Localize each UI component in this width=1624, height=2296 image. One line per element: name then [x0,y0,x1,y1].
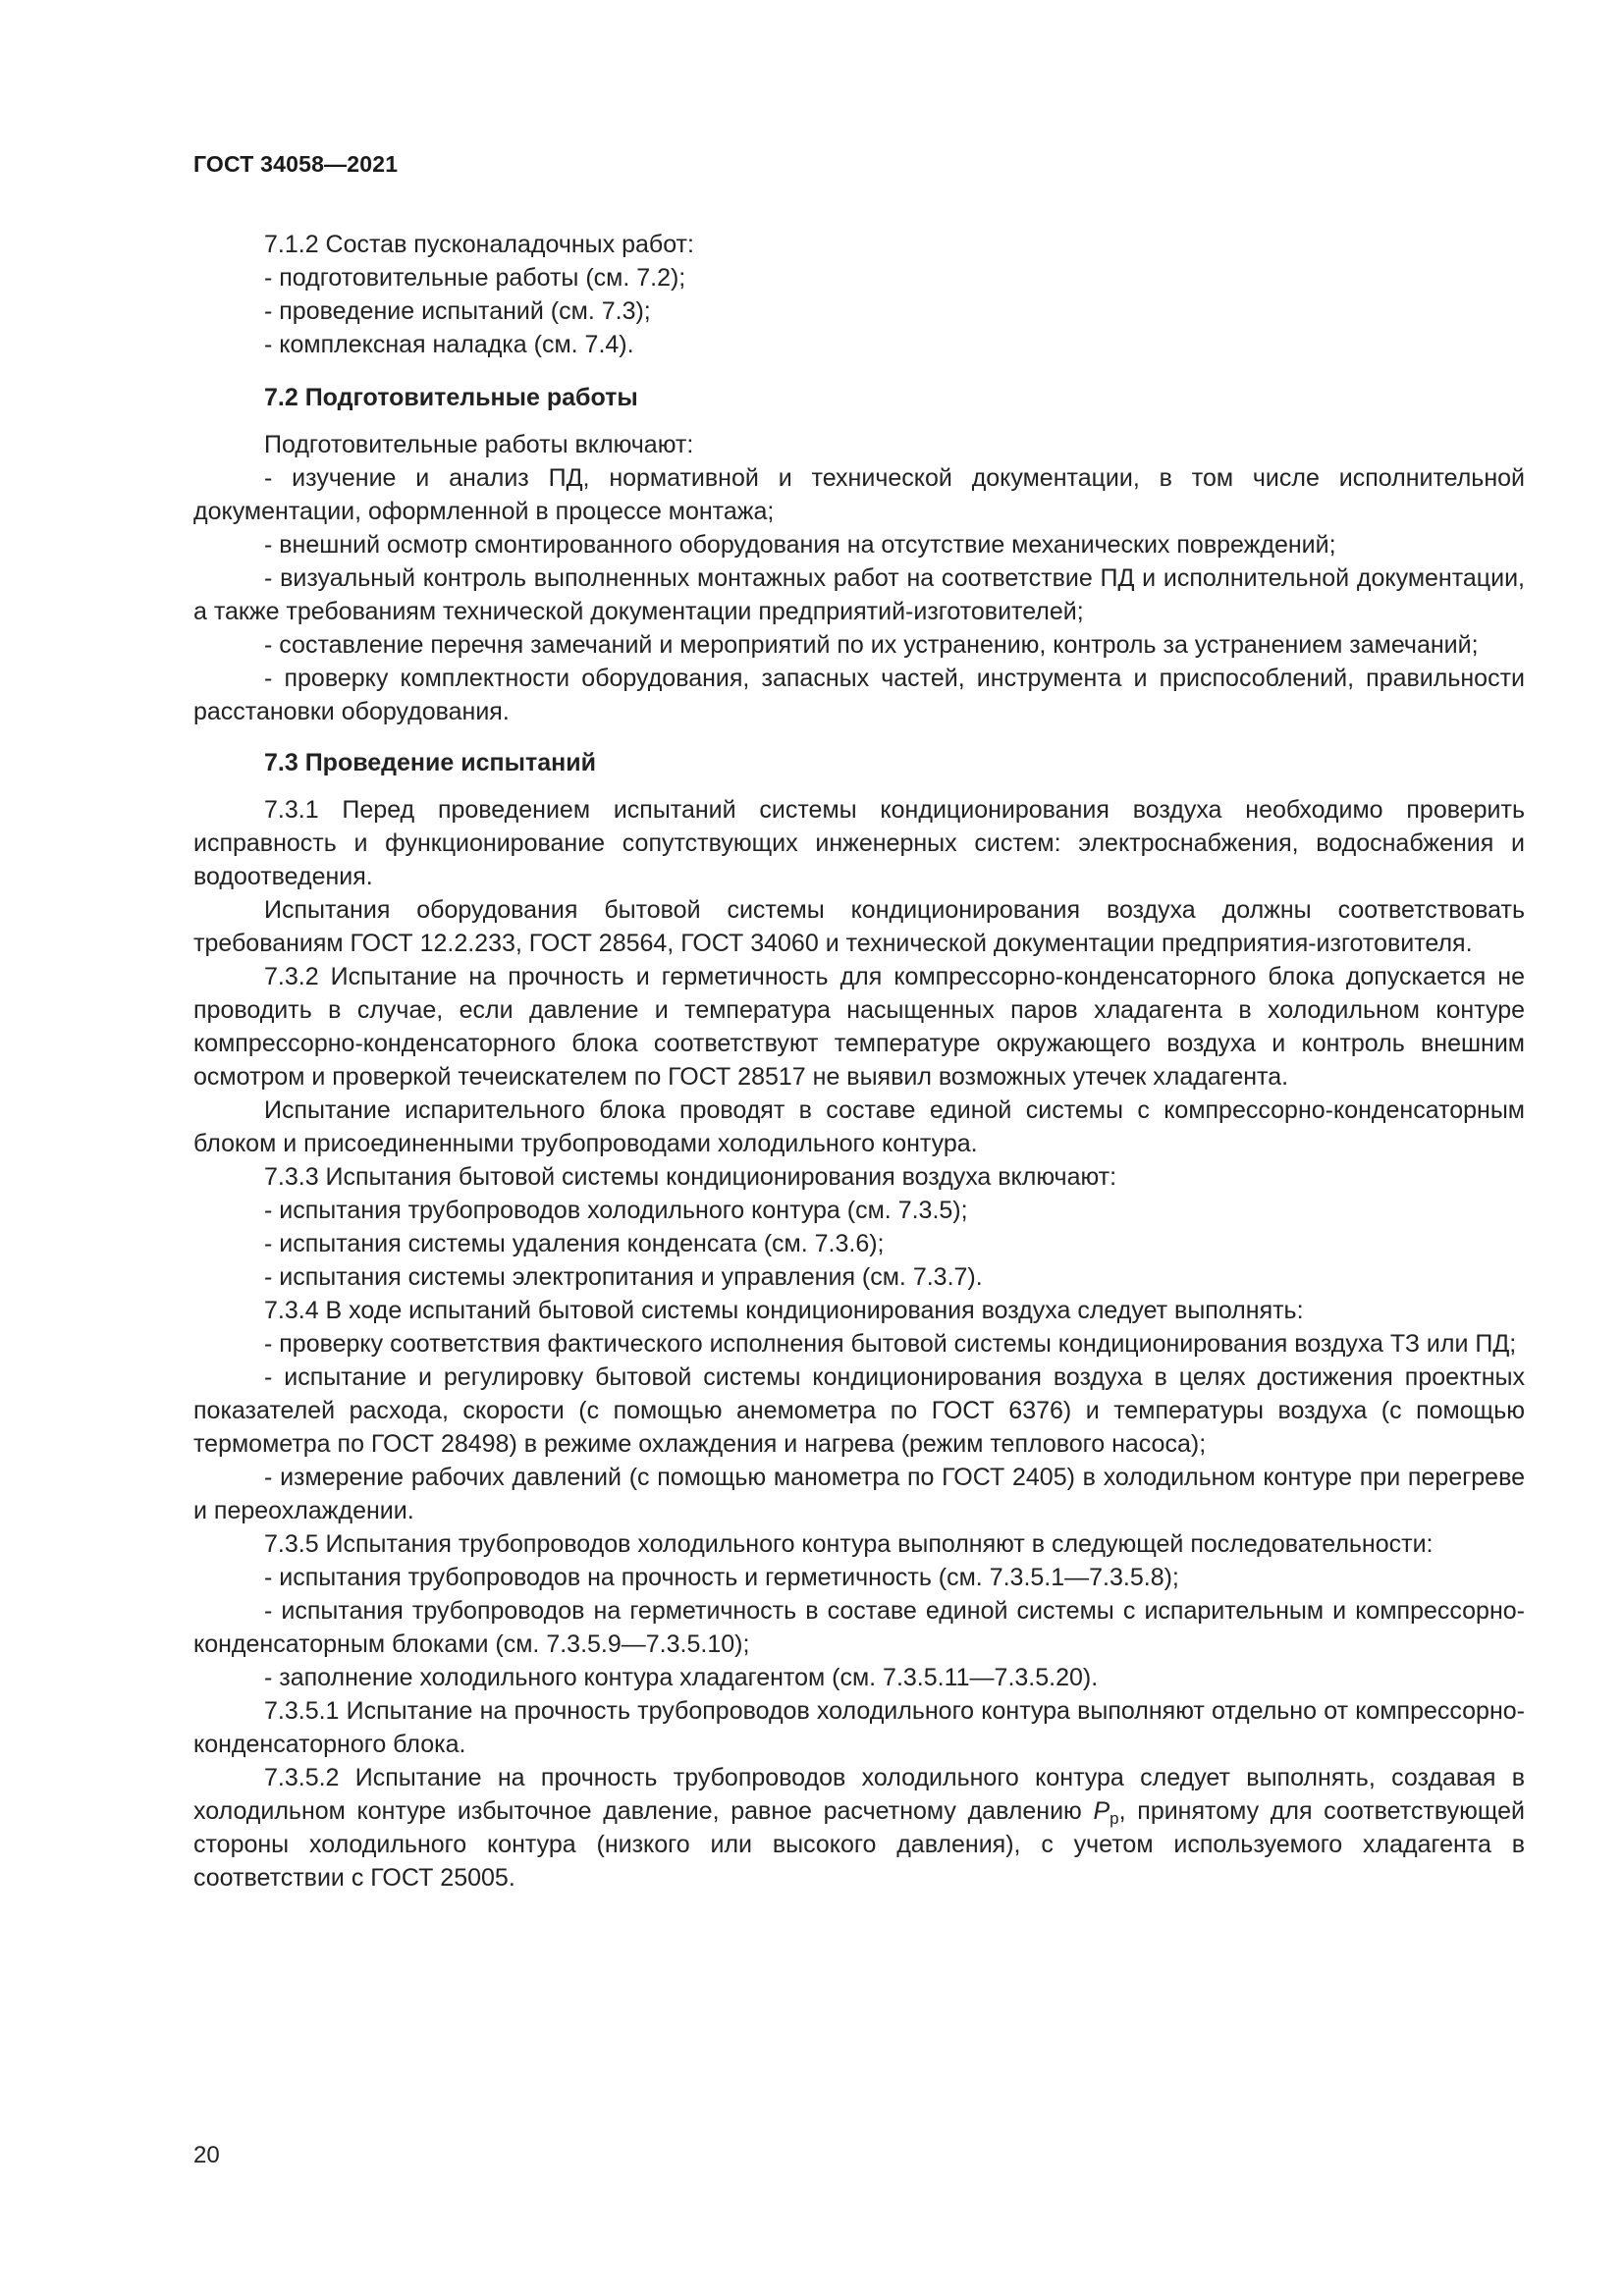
paragraph: - испытание и регулировку бытовой системы кондиционирования воздуха в целях достижения проектных показателей расхода, скорости (с помощью анемометра по ГОСТ 6376) и температуры воздуха (с помощью термометра по ГОСТ 28498) в режиме охлаждения и нагрева (режим теплового насоса); [193,1363,1525,1458]
page-number: 20 [193,2142,220,2168]
list-item: - испытания трубопроводов холодильного контура (см. 7.3.5); [264,1197,968,1224]
paragraph: - визуальный контроль выполненных монтажных работ на соответствие ПД и исполнительной документации, а также требованиям технической документации предприятий-изготовителей; [193,564,1525,625]
paragraph: Подготовительные работы включают: [264,431,694,458]
paragraph-text: 7.3.5.2 Испытание на прочность трубопроводов холодильного контура следует выполнять, создавая в холодильном контуре избыточное давление, равное расчетному давлению [193,1764,1525,1825]
paragraph: - испытания трубопроводов на герметичность в составе единой системы с испарительным и компрессорно-конденсаторным блоками (см. 7.3.5.9—7.3.5.10); [193,1597,1525,1658]
paragraph: Испытание испарительного блока проводят в составе единой системы с компрессорно-конденсаторным блоком и присоединенными трубопроводами холодильного контура. [193,1096,1525,1157]
paragraph-text: , принятому для соответствующей стороны холодильного контура (низкого или высокого давления), с учетом используемого хладагента в соответствии с ГОСТ 25005. [193,1797,1525,1892]
list-item: - испытания трубопроводов на прочность и герметичность (см. 7.3.5.1—7.3.5.8); [264,1564,1179,1591]
paragraph: 7.1.2 Состав пусконаладочных работ: [264,231,694,258]
list-item: - проведение испытаний (см. 7.3); [264,297,651,325]
pressure-symbol: P [1093,1797,1110,1825]
paragraph: - измерение рабочих давлений (с помощью манометра по ГОСТ 2405) в холодильном контуре при перегреве и переохлаждении. [193,1464,1525,1524]
paragraph: 7.3.1 Перед проведением испытаний системы кондиционирования воздуха необходимо проверить исправность и функционирование сопутствующих инженерных систем: электроснабжения, водоснабжения и водоотведения. [193,796,1525,890]
list-item: - заполнение холодильного контура хладагентом (см. 7.3.5.11—7.3.5.20). [264,1664,1099,1691]
document-body [193,228,1525,1895]
document-id-header: ГОСТ 34058—2021 [193,151,399,177]
paragraph: - проверку комплектности оборудования, запасных частей, инструмента и приспособлений, правильности расстановки оборудования. [193,665,1525,725]
section-heading: 7.3 Проведение испытаний [264,749,596,776]
paragraph: - внешний осмотр смонтированного оборудования на отсутствие механических повреждений; [264,531,1336,559]
list-item: - испытания системы удаления конденсата (см. 7.3.6); [264,1230,885,1257]
list-item: - испытания системы электропитания и управления (см. 7.3.7). [264,1263,983,1291]
paragraph: - проверку соответствия фактического исполнения бытовой системы кондиционирования воздуха ТЗ или ПД; [264,1330,1517,1358]
pressure-subscript: р [1110,1809,1119,1828]
section-heading: 7.2 Подготовительные работы [264,384,638,411]
paragraph: 7.3.4 В ходе испытаний бытовой системы кондиционирования воздуха следует выполнять: [264,1297,1304,1324]
paragraph: 7.3.3 Испытания бытовой системы кондиционирования воздуха включают: [264,1163,1117,1191]
paragraph: 7.3.5.1 Испытание на прочность трубопроводов холодильного контура выполняют отдельно от компрессорно-конденсаторного блока. [193,1697,1525,1758]
paragraph: 7.3.5 Испытания трубопроводов холодильного контура выполняют в следующей последовательности: [264,1530,1434,1558]
list-item: - комплексная наладка (см. 7.4). [264,331,634,358]
paragraph: - изучение и анализ ПД, нормативной и технической документации, в том числе исполнительной документации, оформленной в процессе монтажа; [193,464,1525,525]
list-item: - подготовительные работы (см. 7.2); [264,264,686,292]
paragraph [193,1761,1525,1895]
paragraph: Испытания оборудования бытовой системы кондиционирования воздуха должны соответствовать требованиям ГОСТ 12.2.233, ГОСТ 28564, ГОСТ 34060 и технической документации предприятия-изготовителя. [193,896,1525,957]
paragraph: 7.3.2 Испытание на прочность и герметичность для компрессорно-конденсаторного блока допускается не проводить в случае, если давление и температура насыщенных паров хладагента в холодильном контуре компрессорно-конденсаторного блока соответствуют температуре окружающего воздуха и контроль внешним осмотром и проверкой течеискателем по ГОСТ 28517 не выявил возможных утечек хладагента. [193,963,1525,1091]
paragraph: - составление перечня замечаний и мероприятий по их устранению, контроль за устранением замечаний; [264,631,1479,659]
